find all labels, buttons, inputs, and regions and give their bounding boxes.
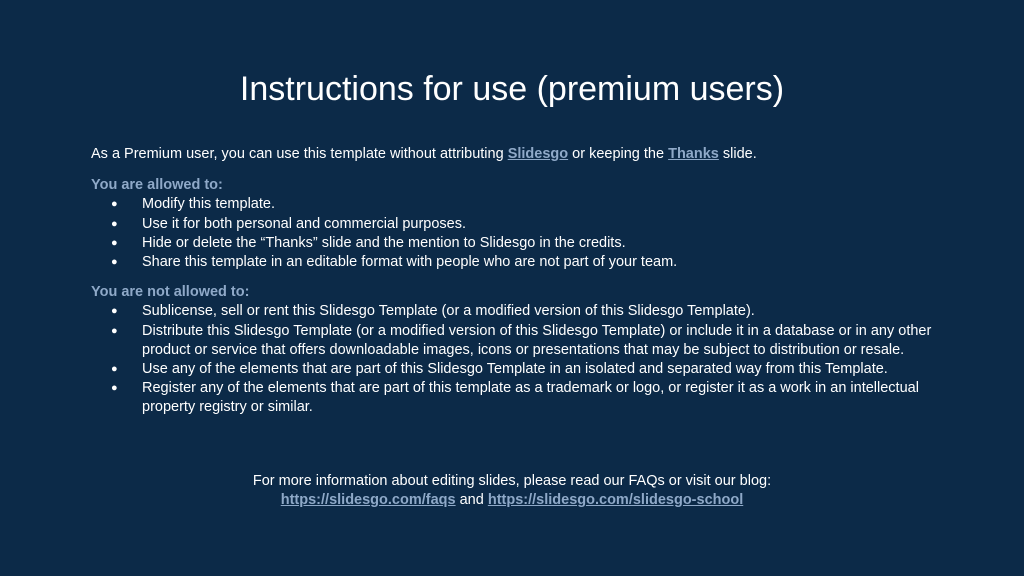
bullet-icon: ● <box>111 217 118 230</box>
list-item-text: Share this template in an editable format with people who are not part of your team. <box>142 254 678 271</box>
allowed-heading: You are allowed to: <box>91 177 223 194</box>
faqs-link[interactable]: https://slidesgo.com/faqs <box>280 492 456 509</box>
intro-text-before: As a Premium user, you can use this template without attributing <box>91 146 508 162</box>
bullet-icon: ● <box>111 198 118 211</box>
not-allowed-heading: You are not allowed to: <box>91 284 250 301</box>
list-item-text: Use it for both personal and commercial purposes. <box>142 215 466 232</box>
list-item <box>91 215 941 234</box>
slidesgo-school-link[interactable]: https://slidesgo.com/slidesgo-school <box>487 492 744 509</box>
thanks-link[interactable]: Thanks <box>668 146 719 162</box>
slide-title: Instructions for use (premium users) <box>239 70 785 108</box>
bullet-icon: ● <box>111 236 118 249</box>
footer-info <box>0 472 1024 510</box>
slidesgo-link[interactable]: Slidesgo <box>507 146 569 162</box>
allowed-list <box>91 195 941 272</box>
list-item <box>91 195 941 214</box>
bullet-icon: ● <box>111 382 118 395</box>
list-item <box>91 322 941 360</box>
bullet-icon: ● <box>111 324 118 337</box>
list-item <box>91 360 941 379</box>
list-item-text: Register any of the elements that are part of this template as a trademark or logo, or register it as a work in an intellectual property registry or similar. <box>142 380 919 416</box>
not-allowed-list <box>91 302 941 417</box>
intro-paragraph <box>91 145 941 164</box>
intro-text-after: slide. <box>718 146 757 162</box>
footer-links <box>0 491 1024 510</box>
list-item-text: Modify this template. <box>142 196 275 213</box>
list-item <box>91 234 941 253</box>
list-item <box>91 253 941 272</box>
list-item-text: Distribute this Slidesgo Template (or a modified version of this Slidesgo Template) or include it in a database or in any other product or service that offers downloadable images, icons or presentations that may be subject to distribution or resale. <box>142 322 932 358</box>
footer-and-text: and <box>455 492 488 509</box>
footer-text: For more information about editing slides, please read our FAQs or visit our blog: <box>252 473 772 489</box>
bullet-icon: ● <box>111 363 118 376</box>
list-item-text: Use any of the elements that are part of this Slidesgo Template in an isolated and separated way from this Template. <box>142 361 888 378</box>
list-item-text: Sublicense, sell or rent this Slidesgo Template (or a modified version of this Slidesgo Template). <box>142 303 755 320</box>
bullet-icon: ● <box>111 256 118 269</box>
intro-text-middle: or keeping the <box>568 146 669 162</box>
list-item <box>91 379 941 417</box>
list-item-text: Hide or delete the “Thanks” slide and the mention to Slidesgo in the credits. <box>142 234 626 251</box>
instructions-body <box>91 145 941 429</box>
list-item <box>91 302 941 321</box>
bullet-icon: ● <box>111 305 118 318</box>
